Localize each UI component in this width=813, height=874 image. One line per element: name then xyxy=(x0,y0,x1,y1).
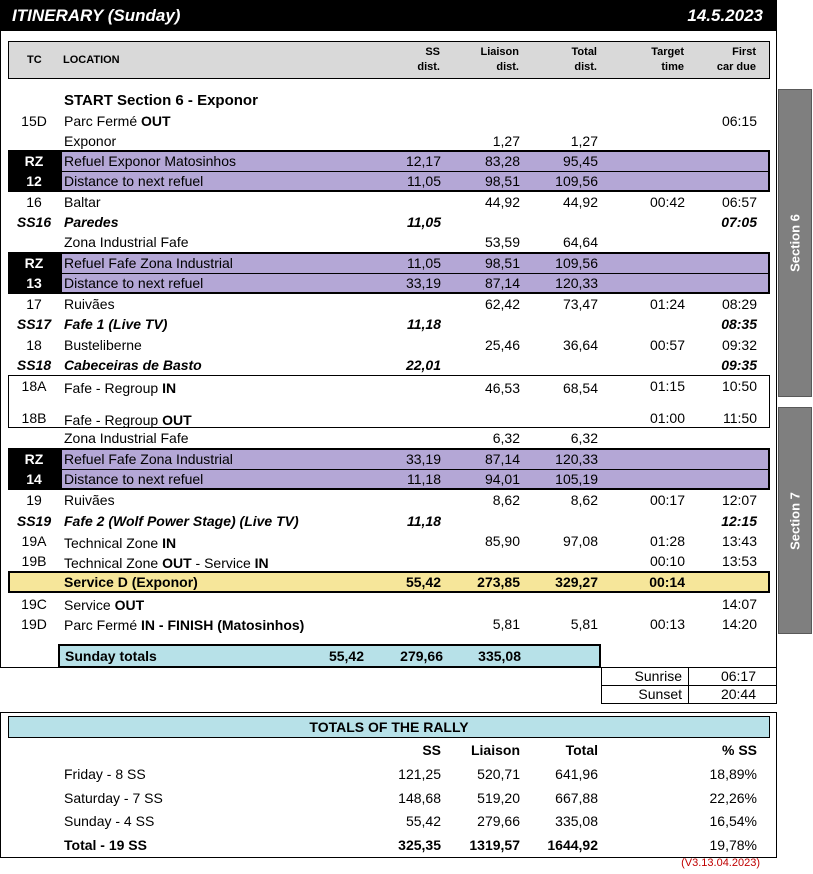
table-row: 13 Distance to next refuel 33,19 87,14 120,33 xyxy=(26,275,598,291)
table-row: RZ Refuel Fafe Zona Industrial 33,19 87,14 120,33 xyxy=(24,451,598,467)
table-row: 19D Parc Fermé IN - FINISH (Matosinhos) 5,81 5,81 00:13 14:20 xyxy=(21,616,757,633)
table-row: Service D (Exponor) 55,42 273,85 329,27 00:14 xyxy=(64,574,685,590)
table-row: RZ Refuel Fafe Zona Industrial 11,05 98,51 109,56 xyxy=(24,255,598,271)
section-6-tab: Section 6 xyxy=(778,89,812,397)
sunrise-box: Sunrise 06:17 xyxy=(601,667,777,686)
title-bar xyxy=(0,0,777,31)
header-first-car-due: First car due xyxy=(716,46,756,73)
header-total: Total dist. xyxy=(571,46,597,73)
sunday-totals-label: Sunday totals xyxy=(65,648,157,664)
table-row: 14 Distance to next refuel 11,18 94,01 105,19 xyxy=(26,471,598,487)
table-row: SS16 Paredes 11,05 07:05 xyxy=(16,214,757,230)
table-header xyxy=(8,41,770,79)
table-row: SS17 Fafe 1 (Live TV) 11,18 08:35 xyxy=(16,316,757,332)
sunday-totals-ss: 55,42 xyxy=(328,648,364,664)
table-row: 15D Parc Fermé OUT 06:15 xyxy=(21,113,757,129)
sunset-box: Sunset 20:44 xyxy=(601,685,777,704)
header-liaison: Liaison dist. xyxy=(480,46,519,73)
table-row: 16 Baltar 44,92 44,92 00:42 06:57 xyxy=(26,194,757,210)
table-row: 19B Technical Zone OUT - Service IN 00:10 13:53 xyxy=(21,553,757,571)
table-row: 19 Ruivães 8,62 8,62 00:17 12:07 xyxy=(26,492,757,508)
table-row: RZ Refuel Exponor Matosinhos 12,17 83,28 95,45 xyxy=(24,153,598,169)
header-ss: SS dist. xyxy=(417,46,440,73)
rally-header-row: SS Liaison Total % SS xyxy=(422,742,757,758)
table-row: 17 Ruivães 62,42 73,47 01:24 08:29 xyxy=(26,296,757,312)
table-row: SS18 Cabeceiras de Basto 22,01 09:35 xyxy=(16,357,757,373)
table-row: Friday - 8 SS 121,25 520,71 641,96 18,89% xyxy=(64,766,757,782)
table-row: 19A Technical Zone IN 85,90 97,08 01:28 13:43 xyxy=(21,533,757,551)
section-7-tab: Section 7 xyxy=(778,407,812,634)
table-row: 18 Busteliberne 25,46 36,64 00:57 09:32 xyxy=(26,337,757,353)
table-row: 12 Distance to next refuel 11,05 98,51 109,56 xyxy=(26,173,598,189)
table-row: Sunday - 4 SS 55,42 279,66 335,08 16,54% xyxy=(64,813,757,829)
table-row: 18A Fafe - Regroup IN 46,53 68,54 01:15 10:50 xyxy=(21,378,757,396)
table-row: Saturday - 7 SS 148,68 519,20 667,88 22,26% xyxy=(64,790,757,806)
table-row: Zona Industrial Fafe 6,32 6,32 xyxy=(64,430,598,446)
header-target-time: Target time xyxy=(651,46,684,73)
sunday-totals-total: 335,08 xyxy=(478,648,521,664)
header-tc: TC xyxy=(27,54,42,66)
version-label: (V3.13.04.2023) xyxy=(681,857,760,869)
sunday-totals-liaison: 279,66 xyxy=(400,648,443,664)
table-row: Total - 19 SS 325,35 1319,57 1644,92 19,78% xyxy=(64,837,757,853)
table-row: 19C Service OUT 14:07 xyxy=(21,596,757,613)
table-row: START Section 6 - Exponor xyxy=(64,92,258,109)
table-row: SS19 Fafe 2 (Wolf Power Stage) (Live TV) 11,18 12:15 xyxy=(16,513,757,529)
itinerary-title: ITINERARY (Sunday) xyxy=(12,6,181,25)
header-location: LOCATION xyxy=(63,54,120,66)
rally-totals-title: TOTALS OF THE RALLY xyxy=(8,716,770,738)
table-row: 18B Fafe - Regroup OUT 01:00 11:50 xyxy=(21,410,757,428)
table-row: Zona Industrial Fafe 53,59 64,64 xyxy=(64,234,598,250)
sunday-totals xyxy=(58,644,601,668)
itinerary-date: 14.5.2023 xyxy=(687,6,763,25)
table-row: Exponor 1,27 1,27 xyxy=(64,133,598,149)
